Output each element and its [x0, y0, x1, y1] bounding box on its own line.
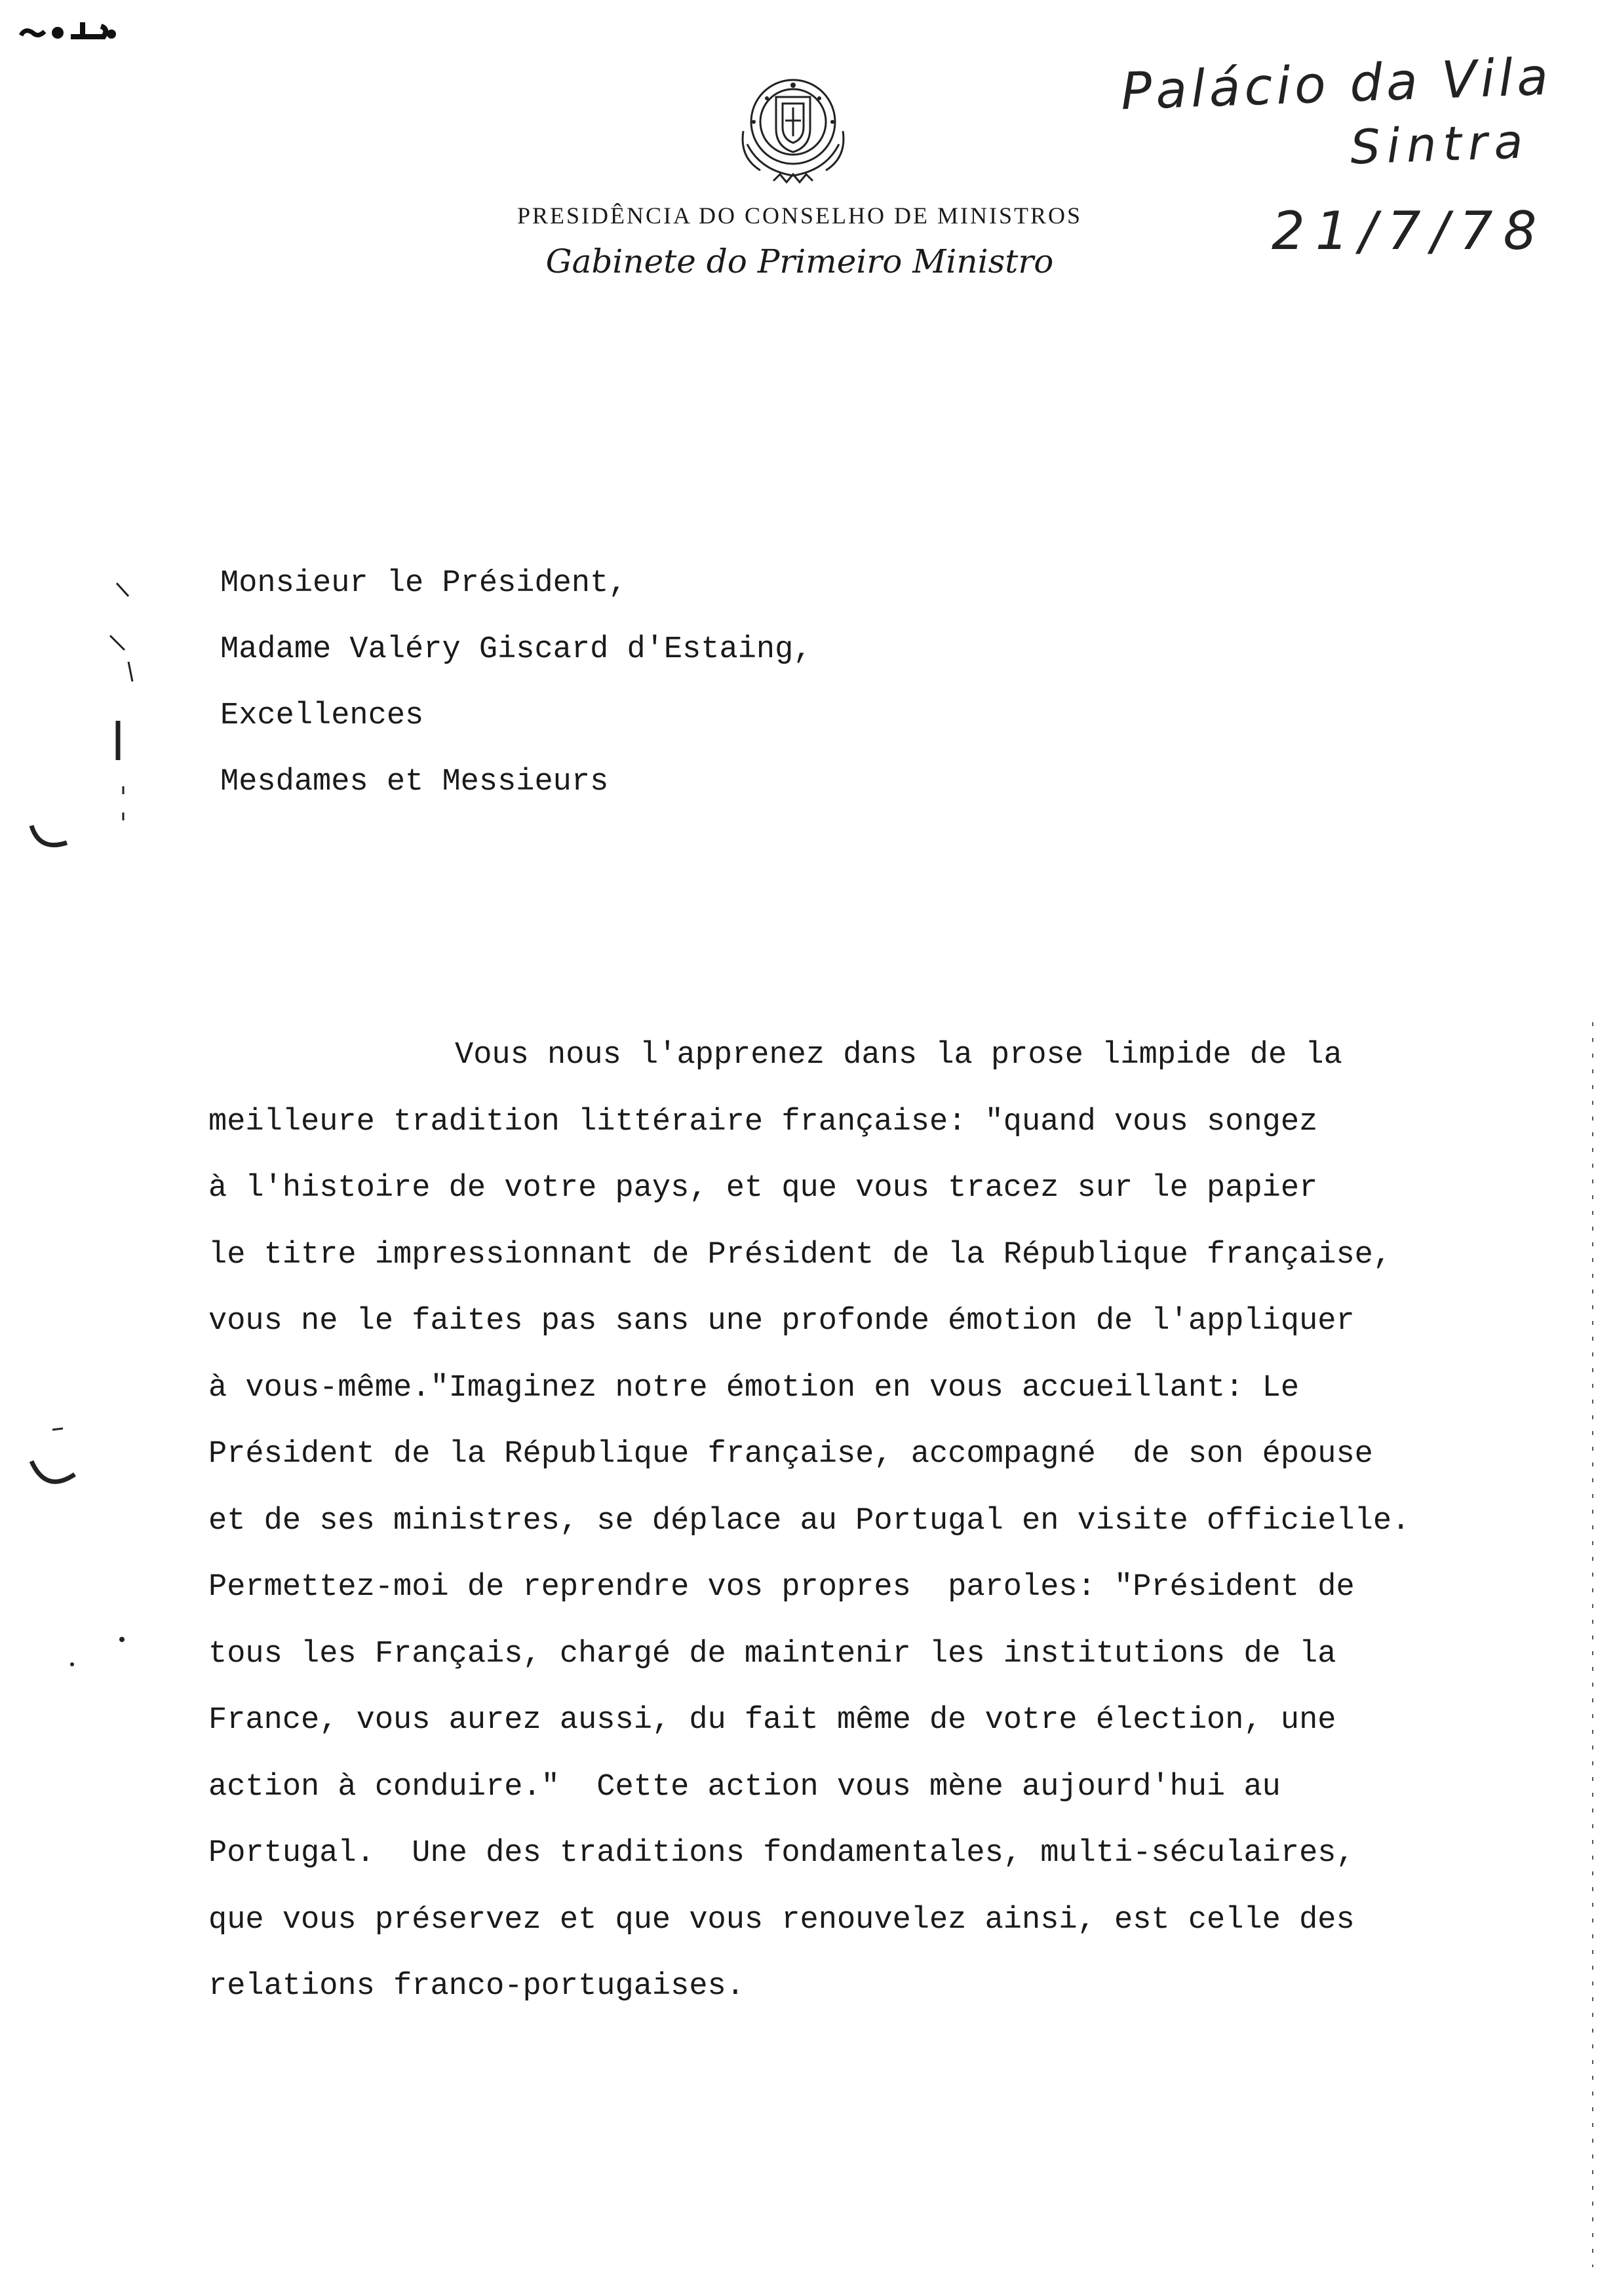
body-line: Portugal. Une des traditions fondamentales, multi-séculaires, — [208, 1836, 1355, 1871]
salutation-line: Mesdames et Messieurs — [220, 765, 609, 799]
body-line: vous ne le faites pas sans une profonde émotion de l'appliquer — [208, 1304, 1355, 1339]
cabinet-subtitle: Gabinete do Primeiro Ministro — [545, 242, 1054, 280]
handwritten-place: Palácio da Vila — [1119, 47, 1553, 122]
body-line: Président de la République française, accompagné de son épouse — [208, 1437, 1373, 1472]
handwritten-city: Sintra — [1349, 113, 1530, 175]
coat-of-arms-icon — [728, 66, 859, 190]
body-line: à vous-même."Imaginez notre émotion en vous accueillant: Le — [208, 1370, 1300, 1406]
ministry-title: PRESIDÊNCIA DO CONSELHO DE MINISTROS — [516, 202, 1083, 229]
body-line: et de ses ministres, se déplace au Portugal en visite officielle. — [208, 1503, 1411, 1539]
edge-scan-line-icon — [1585, 1022, 1605, 2267]
body-line: France, vous aurez aussi, du fait même de votre élection, une — [208, 1703, 1336, 1738]
margin-scan-marks-icon — [20, 564, 138, 1677]
scan-mark-icon — [18, 16, 123, 42]
salutation-line: Monsieur le Président, — [220, 566, 627, 601]
salutation-block — [220, 550, 812, 815]
body-line: meilleure tradition littéraire française: "quand vous songez — [208, 1104, 1318, 1139]
body-line: relations franco-portugaises. — [208, 1969, 745, 2004]
body-line: tous les Français, chargé de maintenir les institutions de la — [208, 1636, 1336, 1672]
salutation-line: Excellences — [220, 698, 424, 733]
salutation-line: Madame Valéry Giscard d'Estaing, — [220, 632, 812, 667]
body-line: que vous préservez et que vous renouvelez ainsi, est celle des — [208, 1902, 1355, 1938]
body-line: le titre impressionnant de Président de la République française, — [208, 1237, 1392, 1272]
body-paragraph — [208, 1022, 1513, 2020]
body-line: à l'histoire de votre pays, et que vous tracez sur le papier — [208, 1171, 1318, 1206]
body-line: Permettez-moi de reprendre vos propres paroles: "Président de — [208, 1570, 1355, 1605]
body-line: action à conduire." Cette action vous mène aujourd'hui au — [208, 1769, 1281, 1805]
handwritten-date: 21/7/78 — [1272, 201, 1547, 261]
body-line: Vous nous l'apprenez dans la prose limpide de la — [455, 1038, 1342, 1073]
